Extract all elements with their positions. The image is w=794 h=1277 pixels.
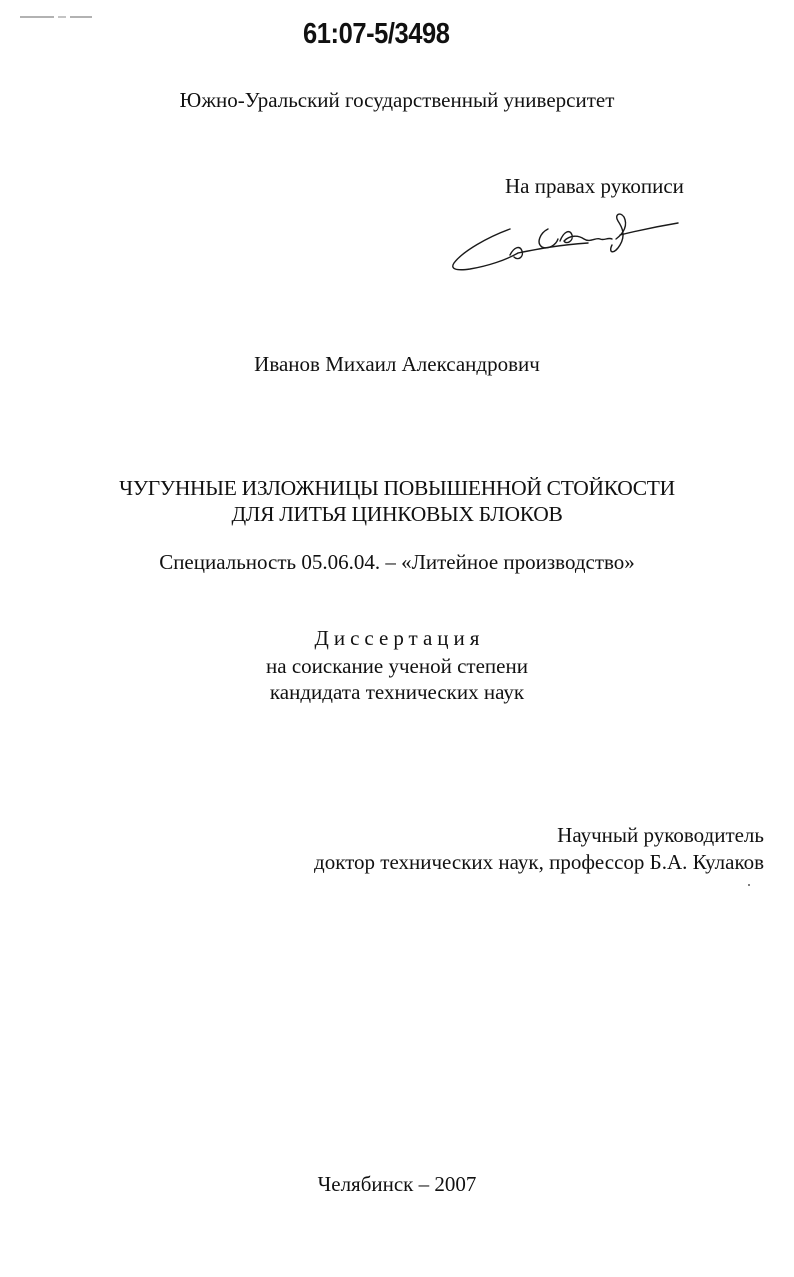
dissertation-title	[0, 475, 794, 527]
manuscript-rights: На правах рукописи	[505, 174, 684, 198]
university-name: Южно-Уральский государственный университет	[179, 88, 615, 112]
city-year: Челябинск – 2007	[317, 1172, 477, 1196]
supervisor-name: доктор технических наук, профессор Б.А. Кулаков	[314, 850, 764, 874]
document-type: Диссертация	[314, 626, 485, 650]
supervisor-block	[314, 822, 764, 876]
title-line-2: ДЛЯ ЛИТЬЯ ЦИНКОВЫХ БЛОКОВ	[231, 502, 563, 526]
scan-artifact-marks	[20, 14, 92, 20]
scan-speck	[748, 884, 750, 886]
title-line-1: ЧУГУННЫЕ ИЗЛОЖНИЦЫ ПОВЫШЕННОЙ СТОЙКОСТИ	[119, 476, 675, 500]
author-name: Иванов Михаил Александрович	[254, 352, 540, 376]
author-signature	[448, 205, 680, 281]
degree-line-1: на соискание ученой степени	[266, 654, 528, 678]
archive-code: 61:07-5/3498	[303, 18, 450, 50]
degree-info	[0, 653, 794, 705]
specialty: Специальность 05.06.04. – «Литейное производство»	[159, 550, 635, 574]
supervisor-label: Научный руководитель	[557, 823, 764, 847]
degree-line-2: кандидата технических наук	[269, 680, 525, 704]
